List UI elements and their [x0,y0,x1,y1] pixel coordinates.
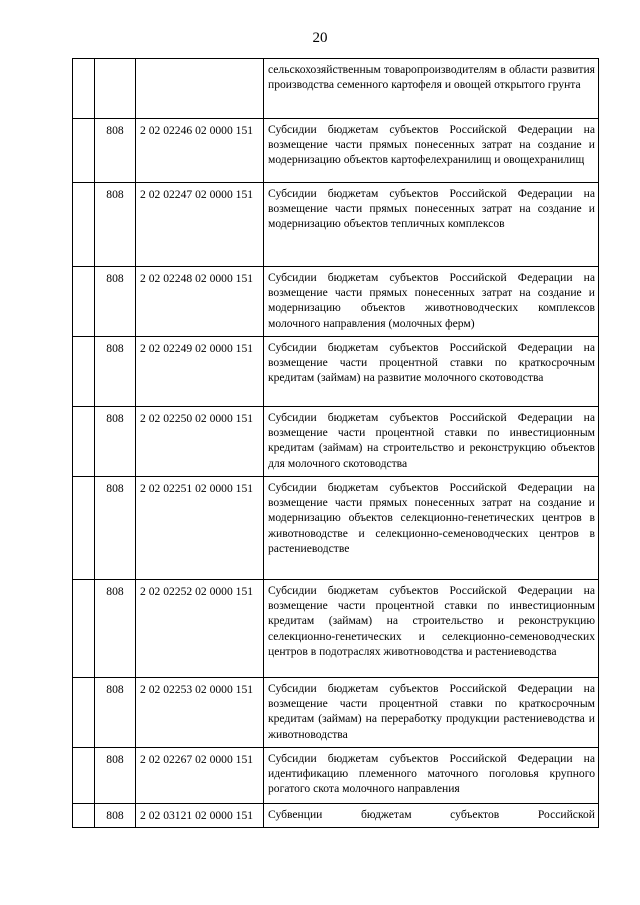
budget-code-cell: 2 02 02248 02 0000 151 [136,267,264,337]
description-text: Субсидии бюджетам субъектов Российской Федерации на возмещение части процентной ставки по инвестиционным кредитам (займам) на строительство и реконструкцию объектов для молочного скотоводства [268,411,595,470]
budget-code-cell: 2 02 02252 02 0000 151 [136,580,264,678]
budget-code-cell: 2 02 02267 02 0000 151 [136,748,264,804]
blank-cell [73,337,95,407]
description-text: Субсидии бюджетам субъектов Российской Федерации на возмещение части прямых понесенных затрат на создание и модернизацию объектов селекционно-генетических центров в животноводстве и селекционно-семеноводческих центров в растениеводстве [268,481,595,555]
description-text: Субсидии бюджетам субъектов Российской Федерации на возмещение части прямых понесенных затрат на создание и модернизацию объектов тепличных комплексов [268,187,595,231]
admin-code-cell: 808 [95,580,136,678]
table-row [73,748,599,804]
budget-code-cell [136,59,264,119]
table-row [73,804,599,828]
description-cell [264,407,599,477]
description-cell [264,678,599,748]
description-cell [264,580,599,678]
admin-code-cell: 808 [95,407,136,477]
admin-code-cell: 808 [95,678,136,748]
description-text: Субсидии бюджетам субъектов Российской Федерации на возмещение части прямых понесенных затрат на создание и модернизацию объектов картофелехранилищ и овощехранилищ [268,123,595,167]
description-text: Субсидии бюджетам субъектов Российской Федерации на возмещение части процентной ставки по инвестиционным кредитам (займам) на строительство и реконструкцию селекционно-генетических и селекционно-семеноводческих центров в подотраслях животноводства и растениеводства [268,584,595,658]
budget-code-cell: 2 02 02251 02 0000 151 [136,477,264,580]
admin-code-cell: 808 [95,477,136,580]
table-row [73,119,599,183]
table-row [73,580,599,678]
description-text: Субсидии бюджетам субъектов Российской Федерации на возмещение части прямых понесенных затрат на создание и модернизацию объектов животноводческих комплексов молочного направления (молочных ферм) [268,271,595,330]
budget-code-cell: 2 02 02247 02 0000 151 [136,183,264,267]
table-row [73,477,599,580]
description-cell [264,477,599,580]
blank-cell [73,804,95,828]
blank-cell [73,580,95,678]
blank-cell [73,477,95,580]
admin-code-cell: 808 [95,804,136,828]
description-cell [264,337,599,407]
budget-codes-table [72,58,599,828]
description-text: Субсидии бюджетам субъектов Российской Федерации на идентификацию племенного маточного поголовья крупного рогатого скота молочного направления [268,752,595,796]
admin-code-cell: 808 [95,183,136,267]
blank-cell [73,59,95,119]
budget-code-cell: 2 02 03121 02 0000 151 [136,804,264,828]
description-text: Субсидии бюджетам субъектов Российской Федерации на возмещение части процентной ставки по краткосрочным кредитам (займам) на переработку продукции растениеводства и животноводства [268,682,595,741]
description-cell [264,183,599,267]
description-text: сельскохозяйственным товаропроизводителям в области развития производства семенного картофеля и овощей открытого грунта [268,63,595,92]
table-row [73,678,599,748]
description-cell [264,267,599,337]
budget-code-cell: 2 02 02250 02 0000 151 [136,407,264,477]
budget-code-cell: 2 02 02249 02 0000 151 [136,337,264,407]
description-text: Субсидии бюджетам субъектов Российской Федерации на возмещение части процентной ставки по краткосрочным кредитам (займам) на развитие молочного скотоводства [268,341,595,385]
table-row [73,407,599,477]
admin-code-cell: 808 [95,748,136,804]
blank-cell [73,407,95,477]
table-row [73,59,599,119]
blank-cell [73,183,95,267]
blank-cell [73,119,95,183]
budget-code-cell: 2 02 02253 02 0000 151 [136,678,264,748]
admin-code-cell: 808 [95,119,136,183]
budget-code-cell: 2 02 02246 02 0000 151 [136,119,264,183]
description-cell [264,119,599,183]
page-number: 20 [312,30,328,46]
description-text: Субвенции бюджетам субъектов Российской [268,808,595,821]
table-row [73,183,599,267]
admin-code-cell: 808 [95,267,136,337]
admin-code-cell [95,59,136,119]
blank-cell [73,678,95,748]
blank-cell [73,748,95,804]
admin-code-cell: 808 [95,337,136,407]
description-cell [264,748,599,804]
description-cell [264,59,599,119]
description-cell [264,804,599,828]
blank-cell [73,267,95,337]
table-row [73,337,599,407]
table-row [73,267,599,337]
